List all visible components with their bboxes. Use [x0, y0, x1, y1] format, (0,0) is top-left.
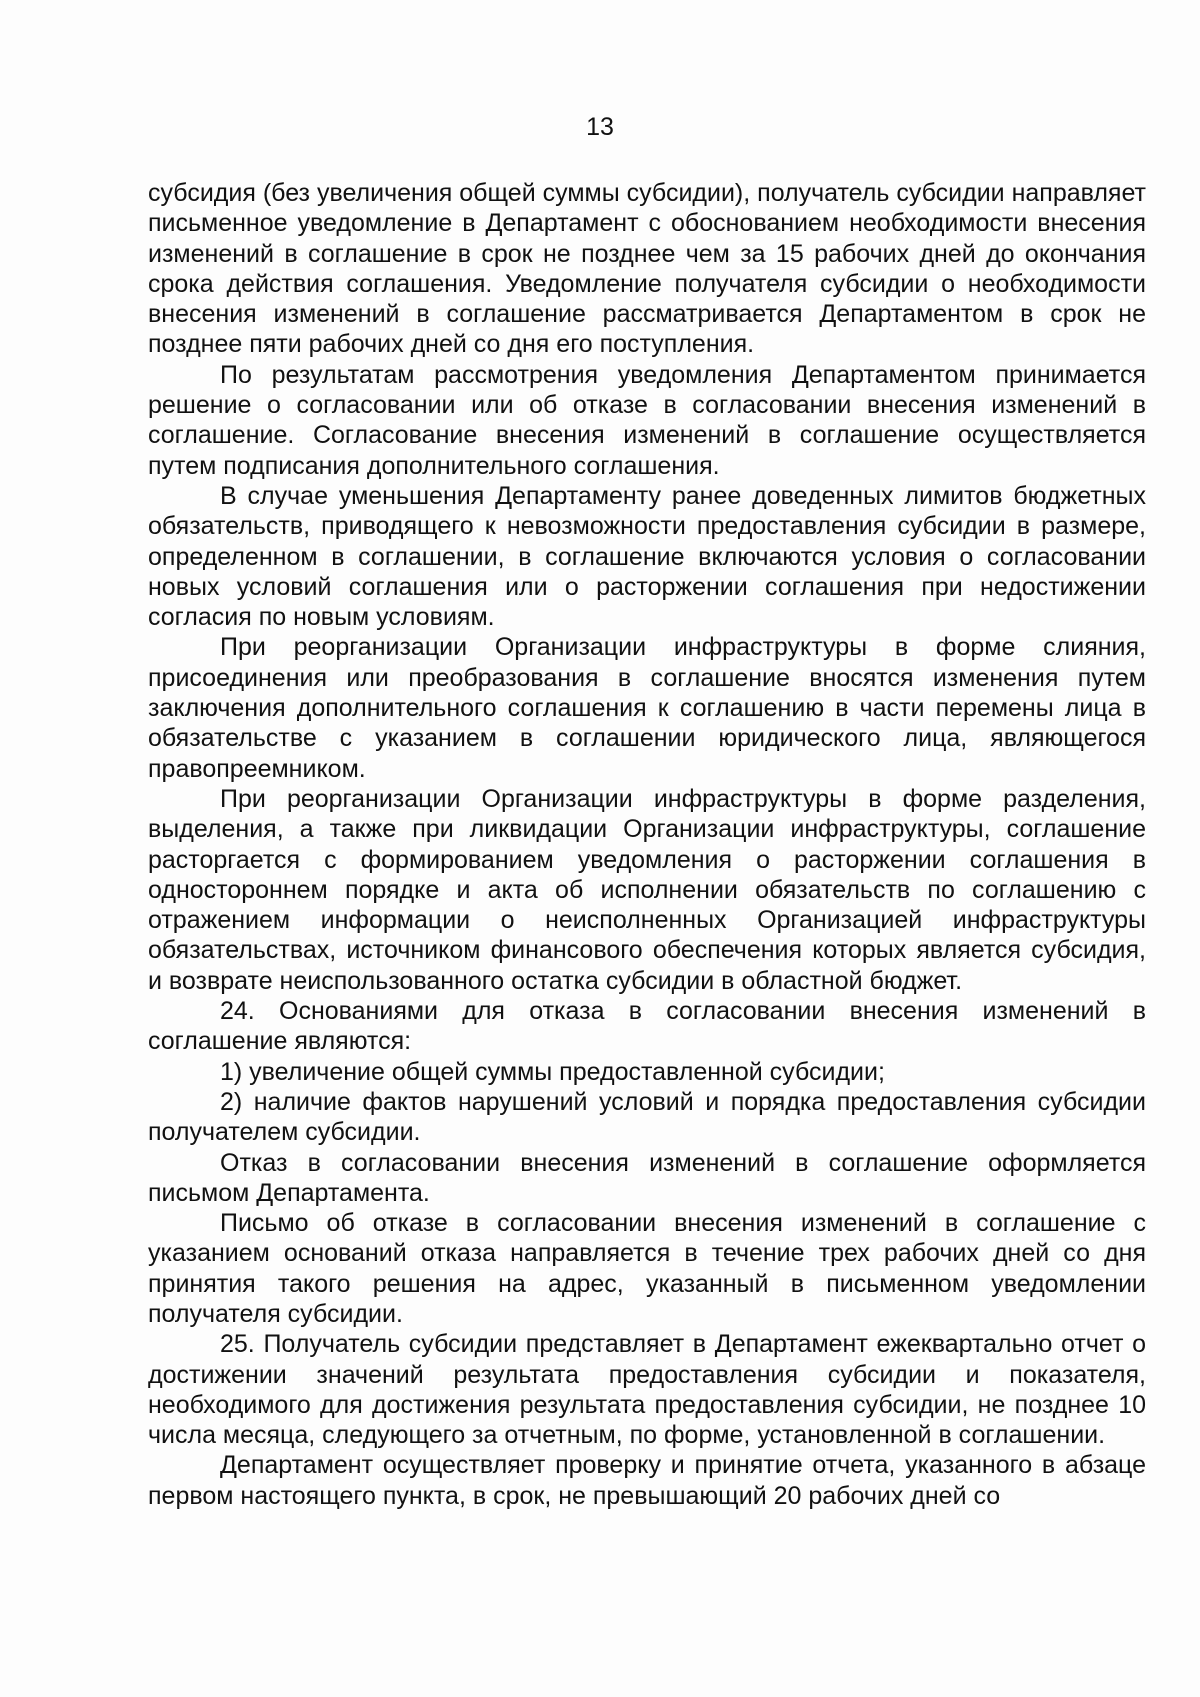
- paragraph-3: В случае уменьшения Департаменту ранее доведенных лимитов бюджетных обязательств, приводящего к невозможности предоставления субсидии в размере, определенном в соглашении, в соглашение включаются условия о согласовании новых условий соглашения или о расторжении соглашения при недостижении согласия по новым условиям.: [148, 481, 1146, 632]
- paragraph-8: Департамент осуществляет проверку и принятие отчета, указанного в абзаце первом настоящего пункта, в срок, не превышающий 20 рабочих дней со: [148, 1451, 1146, 1510]
- body-text: [148, 178, 1146, 1511]
- paragraph-7: Письмо об отказе в согласовании внесения изменений в соглашение с указанием оснований отказа направляется в течение трех рабочих дней со дня принятия такого решения на адрес, указанный в письменном уведомлении получателя субсидии.: [148, 1209, 1146, 1328]
- paragraph-6: Отказ в согласовании внесения изменений в соглашение оформляется письмом Департамента.: [148, 1148, 1146, 1207]
- paragraph-5: При реорганизации Организации инфраструктуры в форме разделения, выделения, а также при ликвидации Организации инфраструктуры, соглашение расторгается с формированием уведомления о расторжении соглашения в одностороннем порядке и акта об исполнении обязательств по соглашению с отражением информации о неисполненных Организацией инфраструктуры обязательствах, источником финансового обеспечения которых является субсидия, и возврате неиспользованного остатка субсидии в областной бюджет.: [148, 784, 1146, 995]
- list-item-1: 1) увеличение общей суммы предоставленной субсидии;: [220, 1057, 885, 1086]
- paragraph-item-25: 25. Получатель субсидии представляет в Департамент ежеквартально отчет о достижении значений результата предоставления субсидии и показателя, необходимого для достижения результата предоставления субсидии, не позднее 10 числа месяца, следующего за отчетным, по форме, установленной в соглашении.: [148, 1330, 1146, 1450]
- paragraph-2: По результатам рассмотрения уведомления Департаментом принимается решение о согласовании или об отказе в согласовании внесения изменений в соглашение. Согласование внесения изменений в соглашение осуществляется путем подписания дополнительного соглашения.: [148, 360, 1146, 480]
- paragraph-1: субсидия (без увеличения общей суммы субсидии), получатель субсидии направляет письменное уведомление в Департамент с обоснованием необходимости внесения изменений в соглашение в срок не позднее чем за 15 рабочих дней до окончания срока действия соглашения. Уведомление получателя субсидии о необходимости внесения изменений в соглашение рассматривается Департаментом в срок не позднее пяти рабочих дней со дня его поступления.: [148, 179, 1146, 359]
- paragraph-4: При реорганизации Организации инфраструктуры в форме слияния, присоединения или преобразования в соглашение вносятся изменения путем заключения дополнительного соглашения к соглашению в части перемены лица в обязательстве с указанием в соглашении юридического лица, являющегося правопреемником.: [148, 633, 1146, 783]
- paragraph-item-24: 24. Основаниями для отказа в согласовании внесения изменений в соглашение являются:: [148, 997, 1146, 1056]
- page-number: 13: [586, 113, 614, 141]
- list-item-2: 2) наличие фактов нарушений условий и порядка предоставления субсидии получателем субсидии.: [148, 1087, 1146, 1147]
